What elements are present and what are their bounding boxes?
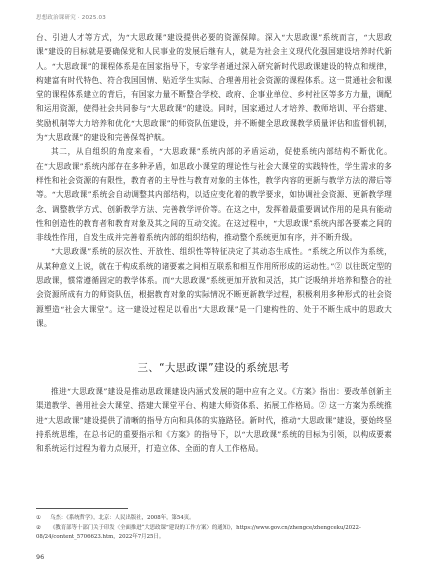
paragraph: 台、引进人才等方式，为“大思政课”建设提供必要的资源保障。深入“大思政课”系统而言，“大思政课”建设的目标就是要确保党和人民事业的发展后继有人，就是为社会主义现代化强国建设培养时代新人。“大思政课”的课程体系是在国家指导下，专家学者通过深入研究新时代思政课建设的特点和规律，构建富有时代特色、符合我国国情、贴近学生实际、合理善用社会资源的课程体系。这一贯通社会和课堂的课程体系建立的背后，有国家力量不断整合学校、政府、企事业单位、乡村社区等多方力量，调配和运用资源，使得社会共同参与“大思政课”的建设。同时，国家通过人才培养、教师培训、平台搭建、奖励机制等大力培养和优化“大思政课”的师资队伍建设，并不断健全思政课教学质量评估和监督机制，为“大思政课”的建设和完善保驾护航。 [36,33,392,143]
footnote [36,524,392,543]
footnote-divider [36,508,128,509]
body-text-top [36,31,392,331]
running-header: 思想政治课研究 · 2025.03 [36,15,106,21]
page-number: 96 [36,553,45,561]
paragraph: 推进“大思政课”建设是推动思政课建设内涵式发展的题中应有之义。《方案》指出：要改革创新主渠道教学、善用社会大课堂、搭建大课堂平台、构建大师资体系、拓展工作格局。② 这一方案为系统推进“大思政课”建设提供了清晰的指导方向和具体的实施路径。新时代，推动“大思政课”建设，要始终坚持系统思维，在总书记的重要指示和《方案》的指导下，以“大思政课”系统的目标为引领，以构成要素和系统运行过程为着力点展开，打造立体、全面的育人工作格局。 [36,387,392,454]
footnote-text: 乌杰：《系统哲学》，北京：人民出版社，2008年，第54页。 [50,515,195,521]
footnote-mark: ① [36,515,41,521]
footnote [36,514,392,524]
body-text-bottom [36,385,392,456]
section-heading: 三、“大思政课”建设的系统思考 [137,362,290,374]
paragraph: 其二，从自组织的角度来看，“大思政课”系统内部的矛盾运动，促使系统内部结构不断优化。在“大思政课”系统内部存在多种矛盾，如思政小课堂的理论性与社会大课堂的实践特性，学生需求的多样性和社会资源的有限性，教育者的主导性与教育对象的主体性，教学内容的更新与教学方法的滞后等等。“大思政课”系统会自动调整其内部结构，以适应变化着的教学要求，如协调社会资源、更新教学理念、调整教学方式、创新教学方法、完善教学评价等。在这之中，发挥着最重要调试作用的是具有能动性和创造性的教育者和教育对象及其之间的互动交流。在这过程中，“大思政课”系统内部各要素之间的非线性作用，自发生成并完善着系统内部的组织结构，推动整个系统更加有序，并不断升级。 [36,147,392,243]
paragraph: “大思政课”系统的层次性、开放性、组织性等特征决定了其动态生成性。“系统之所以作为系统，从某种意义上说，就在于构成系统的诸要素之间相互联系和相互作用所形成的运动性。”② 以往既定型的思政课，惯常遵循固定的教学体系。而“大思政课”系统更加开放和灵活，其广泛吸纳并培养和整合的社会资源所成有力的师资队伍，根据教育对象的实际情况不断更新教学过程，积极利用多种形式的社会资源塑造“社会大课堂”。这一建设过程足以看出“大思政课”是一门建构性的、处于不断生成中的思政大课。 [36,247,392,328]
footnote-mark: ② [36,524,41,531]
footnote-text: 《教育部等十部门关于印发〈全面推进“大思政课”建设的工作方案〉的通知》，https://www.gov.cn/zhengce/zhengceku/2022-08/24/content_5706623.htm，2022年7月25日。 [36,524,361,541]
footnotes [36,514,392,543]
